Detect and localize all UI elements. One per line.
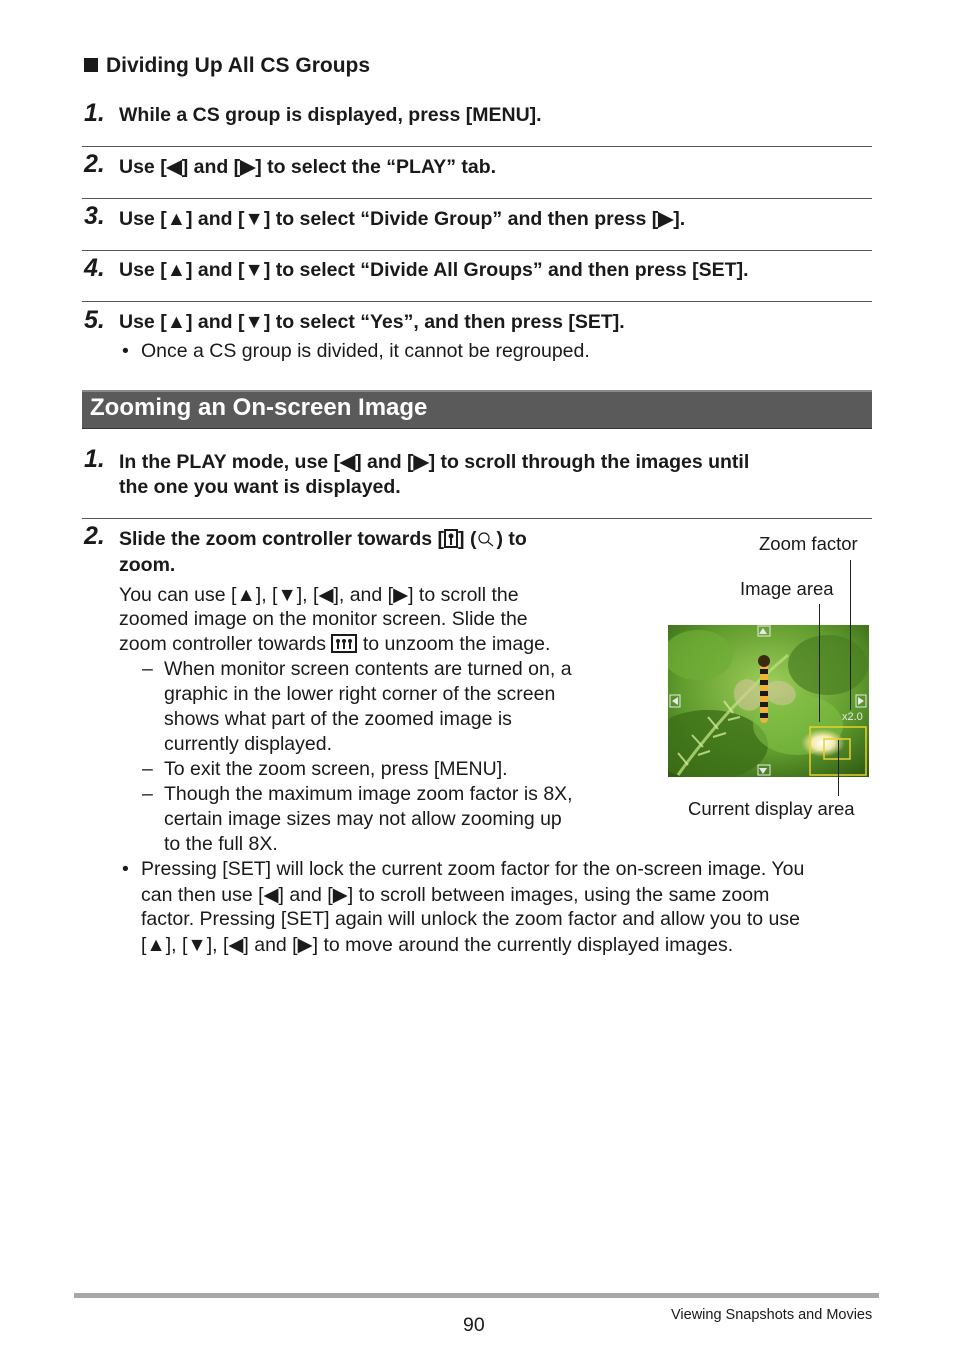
body-text: zoomed image on the monitor screen. Slide the (119, 608, 528, 630)
down-arrow-icon: ▼ (244, 259, 264, 281)
step-number: 2. (84, 522, 105, 550)
zoom-factor-leader (850, 560, 851, 710)
square-bullet-icon (84, 58, 98, 72)
step-number: 2. (84, 150, 105, 178)
body-text: [▲], [▼], [◀] and [▶] to move around the currently displayed images. (141, 934, 734, 956)
step-text: Use [◀] and [▶] to select the “PLAY” tab. (119, 156, 497, 178)
body-text: can then use [◀] and [▶] to scroll between images, using the same zoom (141, 884, 770, 906)
bullet-icon: • (122, 858, 129, 880)
step-text: zoom. (119, 554, 176, 576)
magnifier-icon (476, 530, 496, 554)
step-number: 3. (84, 202, 105, 230)
up-arrow-icon: ▲ (236, 584, 256, 606)
current-display-leader (838, 740, 839, 796)
page-number: 90 (463, 1314, 485, 1336)
left-arrow-icon: ◀ (166, 156, 182, 178)
body-text: zoom controller towards to unzoom the image. (119, 633, 550, 659)
right-arrow-icon: ▶ (332, 884, 348, 906)
divider (82, 518, 872, 519)
right-arrow-icon: ▶ (393, 584, 409, 606)
dash-text: currently displayed. (164, 733, 332, 755)
dash-icon: – (142, 758, 153, 780)
zoom-tele-icon (444, 529, 458, 554)
divider (82, 250, 872, 251)
divider (82, 146, 872, 147)
dash-icon: – (142, 658, 153, 680)
body-text: factor. Pressing [SET] again will unlock the zoom factor and allow you to use (141, 908, 801, 930)
section-heading: Dividing Up All CS Groups (84, 54, 370, 78)
note-text: Once a CS group is divided, it cannot be regrouped. (141, 340, 590, 362)
divider (82, 198, 872, 199)
right-arrow-icon: ▶ (658, 208, 674, 230)
dash-text: certain image sizes may not allow zooming up (164, 808, 562, 830)
chapter-title: Viewing Snapshots and Movies (671, 1307, 873, 1323)
left-arrow-icon: ◀ (340, 451, 356, 473)
step-text: In the PLAY mode, use [◀] and [▶] to scroll through the images until (119, 451, 750, 473)
image-area-label: Image area (740, 578, 834, 599)
step-text: Use [▲] and [▼] to select “Divide Group” and then press [▶]. (119, 208, 686, 230)
up-arrow-icon: ▲ (166, 259, 186, 281)
step-text: Use [▲] and [▼] to select “Yes”, and then press [SET]. (119, 311, 625, 333)
down-arrow-icon: ▼ (244, 311, 264, 333)
down-arrow-icon: ▼ (244, 208, 264, 230)
left-arrow-icon: ◀ (263, 884, 279, 906)
right-arrow-icon: ▶ (297, 934, 313, 956)
step-text: While a CS group is displayed, press [MENU]. (119, 104, 542, 126)
zoom-factor-label: Zoom factor (759, 533, 858, 554)
image-area-leader (819, 604, 820, 722)
right-arrow-icon: ▶ (413, 451, 429, 473)
down-arrow-icon: ▼ (187, 934, 207, 956)
dash-text: graphic in the lower right corner of the screen (164, 683, 556, 705)
banner-title: Zooming an On-screen Image (90, 394, 428, 421)
down-arrow-icon: ▼ (277, 584, 297, 606)
step-number: 1. (84, 99, 105, 127)
up-arrow-icon: ▲ (146, 934, 166, 956)
dash-text: To exit the zoom screen, press [MENU]. (164, 758, 508, 780)
step-text: Use [▲] and [▼] to select “Divide All Groups” and then press [SET]. (119, 259, 749, 281)
step-text: Slide the zoom controller towards [ ] ( ) to (119, 528, 527, 554)
left-arrow-icon: ◀ (318, 584, 334, 606)
left-arrow-icon: ◀ (228, 934, 244, 956)
dash-text: Though the maximum image zoom factor is 8X, (164, 783, 573, 805)
dash-text: When monitor screen contents are turned on, a (164, 658, 572, 680)
zoom-wide-icon (331, 634, 357, 659)
divider (82, 301, 872, 302)
up-arrow-icon: ▲ (166, 208, 186, 230)
body-text: Pressing [SET] will lock the current zoom factor for the on-screen image. You (141, 858, 805, 880)
body-text: You can use [▲], [▼], [◀], and [▶] to scroll the (119, 584, 519, 606)
footer-rule (74, 1293, 879, 1298)
dash-text: to the full 8X. (164, 833, 278, 855)
up-arrow-icon: ▲ (166, 311, 186, 333)
step-number: 1. (84, 445, 105, 473)
step-number: 5. (84, 306, 105, 334)
bullet-icon: • (122, 340, 129, 362)
dash-icon: – (142, 783, 153, 805)
zoom-readout: x2.0 (842, 711, 863, 723)
right-arrow-icon: ▶ (240, 156, 256, 178)
step-number: 4. (84, 254, 105, 282)
dash-text: shows what part of the zoomed image is (164, 708, 512, 730)
step-text: the one you want is displayed. (119, 476, 401, 498)
current-display-area-label: Current display area (688, 798, 855, 819)
